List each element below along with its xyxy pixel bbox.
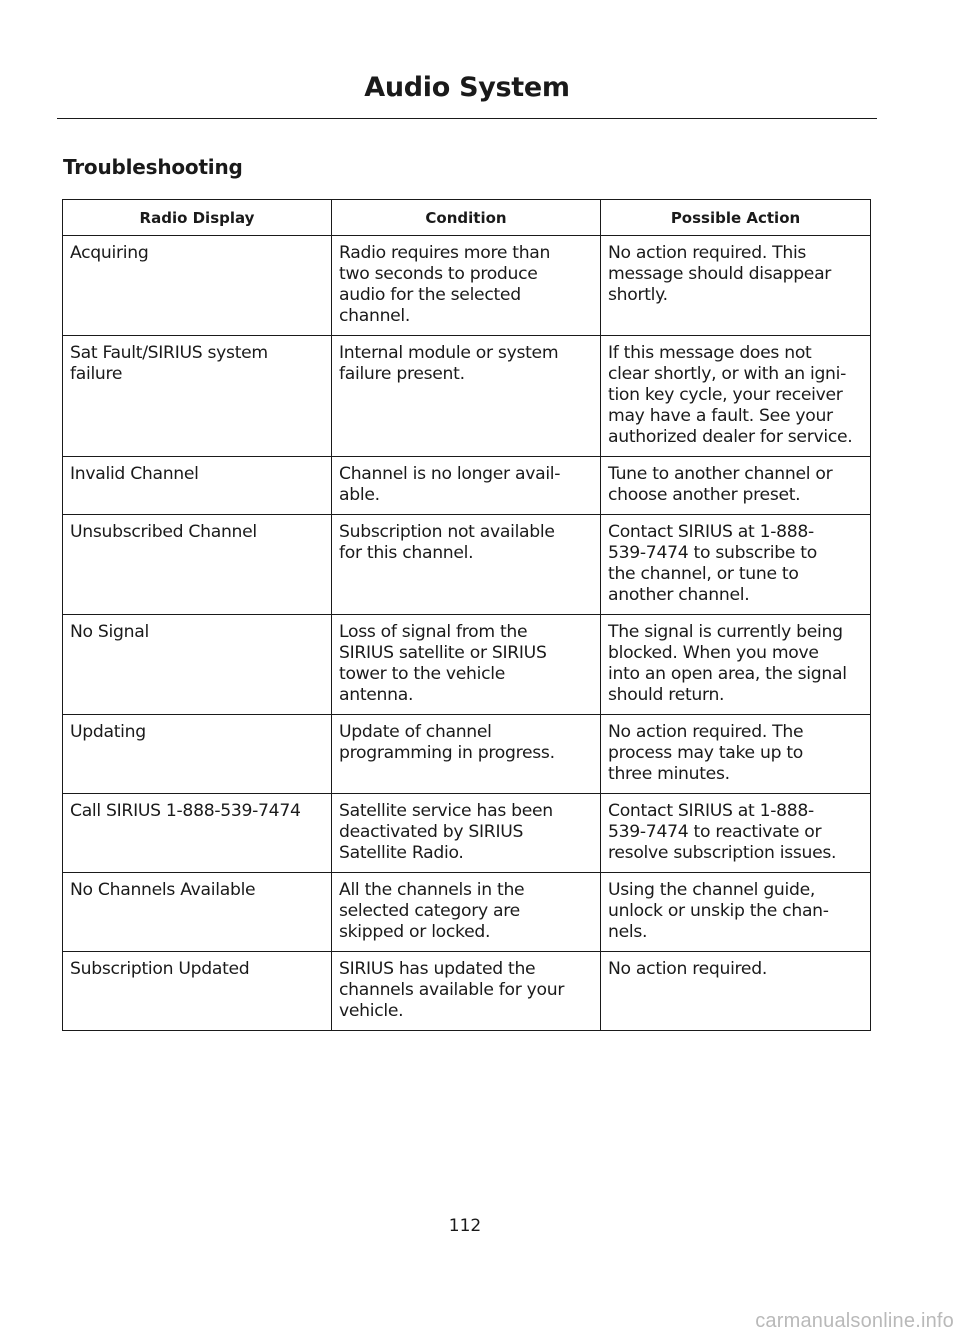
- table-row: [63, 236, 871, 336]
- possible-action-cell: Using the channel guide, unlock or unskip the chan- nels.: [601, 873, 871, 952]
- table-row: [63, 952, 871, 1031]
- condition-cell: All the channels in the selected category are skipped or locked.: [332, 873, 601, 952]
- condition-cell: SIRIUS has updated the channels available for your vehicle.: [332, 952, 601, 1031]
- possible-action-cell: The signal is currently being blocked. When you move into an open area, the signal should return.: [601, 615, 871, 715]
- possible-action-cell: No action required. The process may take up to three minutes.: [601, 715, 871, 794]
- table-row: [63, 336, 871, 457]
- column-header-condition: Condition: [332, 200, 601, 236]
- column-header-possible-action: Possible Action: [601, 200, 871, 236]
- table-header-row: [63, 200, 871, 236]
- section-title: Troubleshooting: [63, 155, 243, 179]
- possible-action-cell: Contact SIRIUS at 1-888- 539-7474 to subscribe to the channel, or tune to another channel.: [601, 515, 871, 615]
- possible-action-cell: Contact SIRIUS at 1-888- 539-7474 to reactivate or resolve subscription issues.: [601, 794, 871, 873]
- radio-display-cell: Subscription Updated: [63, 952, 332, 1031]
- header-divider: [57, 118, 877, 119]
- radio-display-cell: Updating: [63, 715, 332, 794]
- radio-display-cell: No Signal: [63, 615, 332, 715]
- condition-cell: Channel is no longer avail- able.: [332, 457, 601, 515]
- watermark: carmanualsonline.info: [755, 1310, 954, 1332]
- condition-cell: Update of channel programming in progress.: [332, 715, 601, 794]
- troubleshooting-table: [62, 199, 871, 1031]
- table-row: [63, 794, 871, 873]
- table-row: [63, 615, 871, 715]
- column-header-radio-display: Radio Display: [63, 200, 332, 236]
- radio-display-cell: Call SIRIUS 1-888-539-7474: [63, 794, 332, 873]
- table-row: [63, 515, 871, 615]
- condition-cell: Radio requires more than two seconds to produce audio for the selected channel.: [332, 236, 601, 336]
- radio-display-cell: Acquiring: [63, 236, 332, 336]
- possible-action-cell: Tune to another channel or choose another preset.: [601, 457, 871, 515]
- radio-display-cell: Sat Fault/SIRIUS system failure: [63, 336, 332, 457]
- radio-display-cell: Invalid Channel: [63, 457, 332, 515]
- condition-cell: Loss of signal from the SIRIUS satellite or SIRIUS tower to the vehicle antenna.: [332, 615, 601, 715]
- condition-cell: Subscription not available for this channel.: [332, 515, 601, 615]
- radio-display-cell: No Channels Available: [63, 873, 332, 952]
- condition-cell: Internal module or system failure present.: [332, 336, 601, 457]
- table-row: [63, 873, 871, 952]
- chapter-title: Audio System: [364, 72, 570, 103]
- radio-display-cell: Unsubscribed Channel: [63, 515, 332, 615]
- possible-action-cell: No action required. This message should disappear shortly.: [601, 236, 871, 336]
- possible-action-cell: No action required.: [601, 952, 871, 1031]
- table-row: [63, 715, 871, 794]
- condition-cell: Satellite service has been deactivated by SIRIUS Satellite Radio.: [332, 794, 601, 873]
- table-row: [63, 457, 871, 515]
- page-number: 112: [448, 1216, 482, 1236]
- possible-action-cell: If this message does not clear shortly, or with an igni- tion key cycle, your receiver may have a fault. See your authorized dealer for service.: [601, 336, 871, 457]
